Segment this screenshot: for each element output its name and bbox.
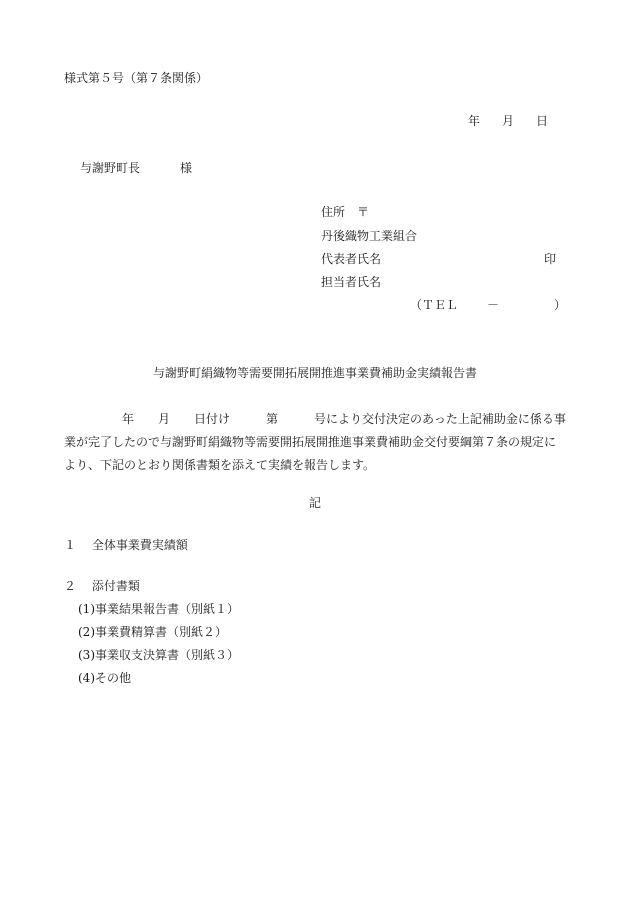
body-paragraph: 年 月 日付け 第 号により交付決定のあった上記補助金に係る事業が完了したので与謝野町絹織物等需要開拓展開推進事業費補助金交付要綱第７条の規定により、下記のとおり関係書類を添えて実績を報告します。 (64, 412, 566, 472)
tel-close: ） (554, 298, 567, 312)
document-title: 与謝野町絹織物等需要開拓展開推進事業費補助金実績報告書 (152, 366, 477, 380)
attachment-item: (2)事業費精算書（別紙２） (78, 625, 227, 639)
addressee-suffix: 様 (180, 161, 193, 175)
tel-label: （ＴＥＬ (410, 298, 459, 312)
date-day: 日 (536, 114, 549, 128)
applicant-organization: 丹後織物工業組合 (321, 229, 418, 243)
ki-heading: 記 (308, 496, 321, 510)
date-month: 月 (502, 114, 515, 128)
tel-dash: － (487, 298, 500, 312)
applicant-contact-label: 担当者氏名 (321, 275, 382, 289)
attachment-item: (4)その他 (78, 671, 131, 685)
attachment-item: (3)事業収支決算書（別紙３） (78, 648, 239, 662)
section-total-cost: １ 全体事業費実績額 (64, 538, 188, 552)
form-number: 様式第５号（第７条関係） (64, 71, 209, 85)
applicant-representative-label: 代表者氏名 (321, 252, 382, 266)
date-year: 年 (468, 114, 481, 128)
applicant-address-label: 住所 〒 (321, 205, 370, 219)
attachment-item: (1)事業結果報告書（別紙１） (78, 602, 239, 616)
addressee-name: 与謝野町長 (80, 161, 141, 175)
addressee (80, 160, 192, 176)
date-line (468, 113, 548, 129)
seal-mark: 印 (544, 252, 557, 266)
section-attachments: ２ 添付書類 (64, 579, 140, 593)
